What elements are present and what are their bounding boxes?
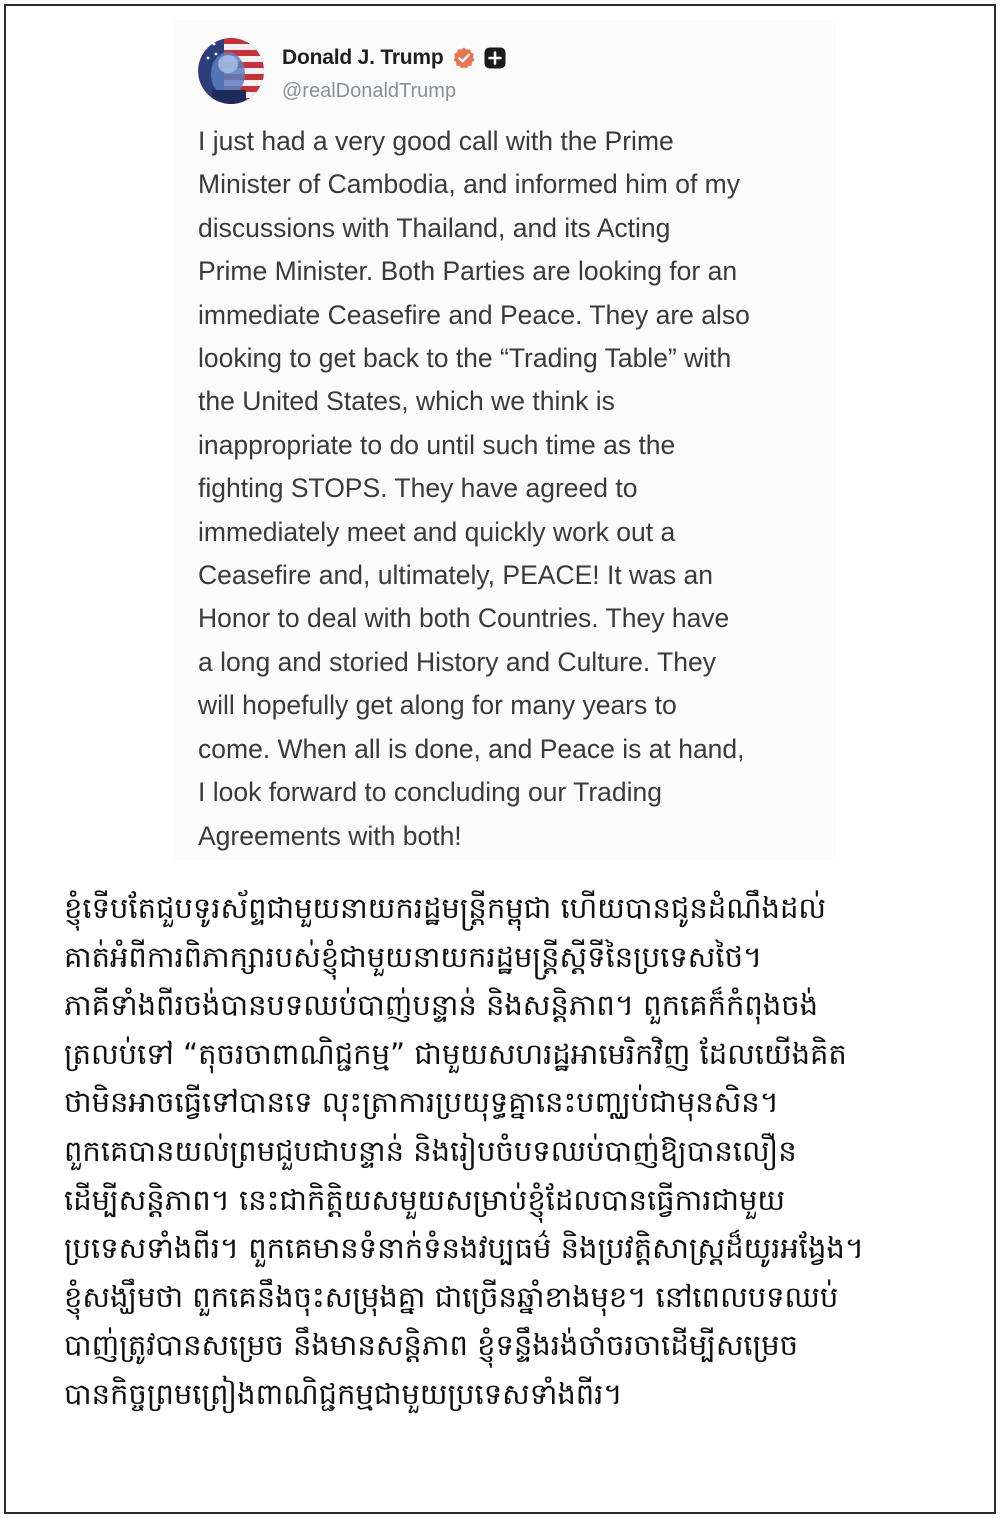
verified-badge-icon	[452, 46, 476, 70]
translation-line: ខ្ញុំសង្ឃឹមថា ពួកគេនឹងចុះសម្រុងគ្នា ជាច្រើនឆ្នាំខាងមុខ។ នៅពេលបទឈប់	[64, 1279, 839, 1314]
post-text-line: Ceasefire and, ultimately, PEACE! It was an	[198, 560, 714, 591]
post-text-line: I look forward to concluding our Trading	[198, 777, 663, 808]
avatar-image	[198, 38, 264, 104]
translation-line: ត្រលប់ទៅ “តុចរចាពាណិជ្ជកម្ម” ជាមួយសហរដ្ឋអាមេរិកវិញ ដែលយើងគិត	[64, 1036, 847, 1071]
translation-line: ថាមិនអាចធ្វើទៅបានទេ លុះត្រាការប្រយុទ្ធគ្នានេះបញ្ឈប់ជាមុនសិន។	[64, 1085, 779, 1120]
translation-line: ពួកគេបានយល់ព្រមជួបជាបន្ទាន់ និងរៀបចំបទឈប់បាញ់ឱ្យបានលឿន	[64, 1133, 797, 1168]
post-text-line: Minister of Cambodia, and informed him of my	[198, 169, 740, 200]
author-display-name[interactable]: Donald J. Trump	[282, 46, 444, 69]
post-text-line: looking to get back to the “Trading Table” with	[198, 343, 732, 374]
post-text-line: discussions with Thailand, and its Acting	[198, 212, 671, 243]
translation-line: ខ្ញុំទើបតែជួបទូរស័ព្ទជាមួយនាយករដ្ឋមន្ត្រីកម្ពុជា ហើយបានជូនដំណឹងដល់	[64, 891, 826, 925]
post-text-line: Honor to deal with both Countries. They have	[198, 603, 730, 634]
post-text-line: Prime Minister. Both Parties are looking for an	[198, 256, 738, 287]
post-text-line: I just had a very good call with the Prime	[198, 126, 674, 156]
author-name-row	[282, 44, 506, 72]
translation-line: ប្រទេសទាំងពីរ។ ពួកគេមានទំនាក់ទំនងវប្បធម៌ និងប្រវត្តិសាស្ត្រដ៏យូរអង្វែង។	[64, 1231, 864, 1266]
post-text-line: immediately meet and quickly work out a	[198, 516, 676, 547]
author-handle[interactable]: @realDonaldTrump	[282, 80, 457, 102]
translation-line: គាត់អំពីការពិភាក្សារបស់ខ្ញុំជាមួយនាយករដ្ឋមន្ត្រីស្ដីទីនៃប្រទេសថៃ។	[64, 939, 763, 974]
post-text-line: come. When all is done, and Peace is at hand,	[198, 733, 745, 764]
post-text	[198, 120, 828, 858]
post-text-line: fighting STOPS. They have agreed to	[198, 473, 638, 504]
translation-line: បាញ់ត្រូវបានសម្រេច នឹងមានសន្តិភាព ខ្ញុំទន្ទឹងរង់ចាំចរចាដើម្បីសម្រេច	[64, 1328, 799, 1363]
translation-line: ភាគីទាំងពីរចង់បានបទឈប់បាញ់បន្ទាន់ និងសន្តិភាព។ ពួកគេក៏កំពុងចង់	[64, 988, 819, 1023]
post-text-line: the United States, which we think is	[198, 386, 615, 417]
profile-avatar[interactable]	[198, 38, 264, 104]
khmer-translation	[64, 884, 944, 1419]
translation-line: បានកិច្ចព្រមព្រៀងពាណិជ្ជកម្មជាមួយប្រទេសទាំងពីរ។	[64, 1376, 623, 1411]
post-text-line: will hopefully get along for many years to	[198, 690, 677, 721]
social-post-card	[174, 20, 836, 860]
post-text-line: immediate Ceasefire and Peace. They are also	[198, 299, 750, 330]
post-text-line: Agreements with both!	[198, 820, 462, 851]
post-text-line: inappropriate to do until such time as the	[198, 429, 676, 460]
plus-badge-icon	[484, 47, 506, 69]
post-text-line: a long and storied History and Culture. They	[198, 646, 717, 677]
image-frame	[4, 4, 996, 1514]
translation-line: ដើម្បីសន្តិភាព។ នេះជាកិត្តិយសមួយសម្រាប់ខ្ញុំដែលបានធ្វើការជាមួយ	[64, 1182, 786, 1217]
